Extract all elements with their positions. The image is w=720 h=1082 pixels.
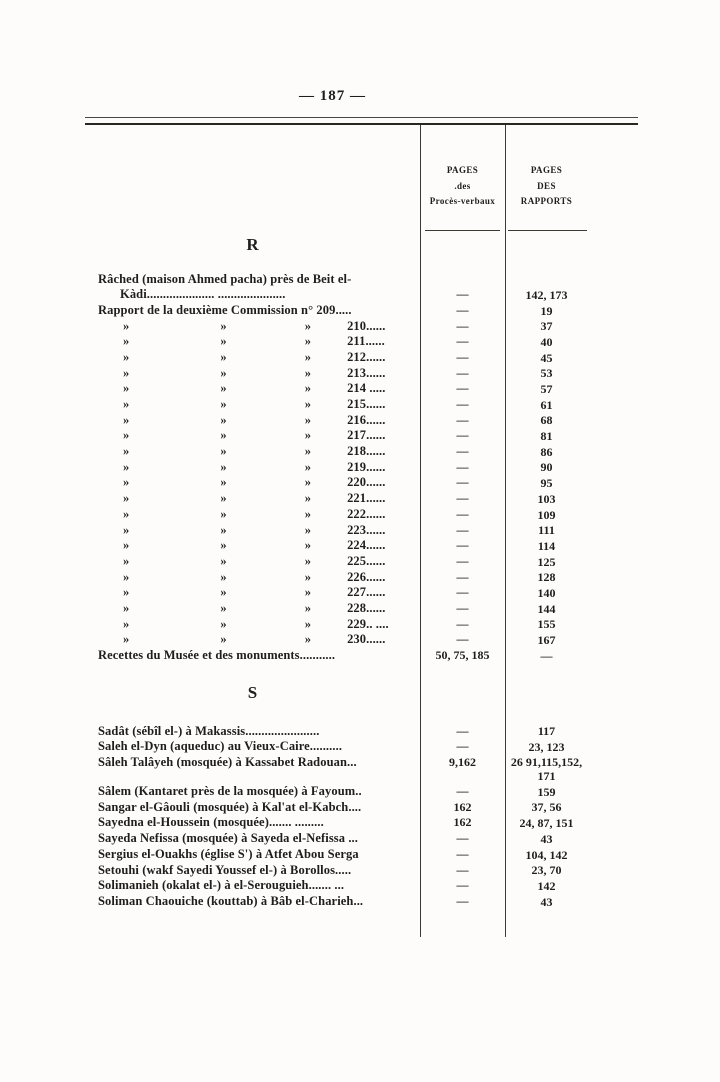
commission-number: 210...... [347, 318, 386, 333]
pages-rapports-value: 167 [537, 633, 556, 648]
entry-label [85, 444, 420, 459]
index-row [85, 506, 638, 522]
ditto-mark: » [123, 616, 130, 631]
pages-proces-verbaux-value: — [456, 365, 469, 380]
commission-number: 213...... [347, 365, 386, 380]
index-row [85, 831, 638, 847]
ditto-mark: » [123, 318, 130, 333]
pages-rapports-value: — [540, 648, 553, 663]
entry-text: Saleh el-Dyn (aqueduc) au Vieux-Caire.......... [98, 739, 343, 754]
pages-rapports-value: 40 [540, 334, 553, 349]
pages-rapports-value: 104, 142 [525, 847, 568, 862]
ditto-mark: » [304, 349, 312, 364]
ditto-mark: » [304, 553, 312, 568]
pages-proces-verbaux-value: — [456, 846, 469, 861]
entry-label [85, 475, 420, 490]
pages-proces-verbaux-value: 162 [453, 799, 472, 814]
pages-rapports-value: 68 [540, 413, 553, 428]
ditto-mark: » [123, 397, 130, 412]
index-row [85, 739, 638, 755]
index-row [85, 444, 638, 460]
commission-number: 214 ..... [347, 381, 386, 396]
entry-text: Sadât (sébîl el-) à Makassis....................... [98, 723, 320, 738]
entry-text: Recettes du Musée et des monuments........... [98, 648, 336, 663]
entry-label [85, 319, 420, 334]
entry-label [85, 755, 420, 770]
ditto-mark: » [220, 318, 227, 333]
index-row [85, 723, 638, 739]
ditto-mark: » [123, 334, 130, 349]
index-row [85, 585, 638, 601]
entry-label [85, 491, 420, 506]
pages-proces-verbaux-value: 50, 75, 185 [435, 648, 490, 663]
ditto-mark: » [304, 632, 312, 647]
ditto-mark: » [304, 569, 312, 584]
ditto-mark: » [123, 349, 130, 364]
ditto-mark: » [123, 600, 130, 615]
column-divider-left [420, 125, 421, 937]
index-row [85, 616, 638, 632]
index-row [85, 755, 638, 784]
pages-proces-verbaux-value: — [456, 491, 469, 506]
pages-rapports-value: 111 [538, 523, 555, 538]
pages-rapports-value: 24, 87, 151 [519, 816, 574, 831]
ditto-mark: » [304, 522, 312, 537]
pages-proces-verbaux-value: — [456, 318, 469, 333]
ditto-mark: » [304, 397, 312, 412]
ditto-mark: » [304, 428, 312, 443]
header-pages-proces-verbaux [420, 125, 505, 231]
commission-number: 217...... [347, 428, 386, 443]
entry-text: Kàdi..................... ..................... [120, 287, 286, 302]
entry-label [85, 413, 420, 428]
ditto-mark: » [304, 318, 312, 333]
pages-rapports-value: 81 [540, 429, 553, 444]
index-row [85, 799, 638, 815]
entry-label [85, 601, 420, 616]
pages-rapports-value: 19 [540, 303, 553, 318]
ditto-mark: » [123, 381, 130, 396]
pages-rapports-value: 86 [540, 444, 553, 459]
ditto-mark: » [220, 506, 227, 521]
entry-label [85, 648, 420, 663]
ditto-mark: » [123, 365, 130, 380]
pages-rapports-value: 26 91,115,152, 171 [510, 754, 583, 784]
pages-rapports-value: 43 [540, 831, 553, 846]
ditto-mark: » [304, 600, 312, 615]
index-row [85, 381, 638, 397]
page-number: — 187 — [299, 88, 366, 104]
index-row [85, 397, 638, 413]
pages-proces-verbaux-value: 9,162 [449, 754, 476, 769]
commission-number: 212...... [347, 349, 386, 364]
pages-proces-verbaux-value: — [456, 412, 469, 427]
index-row [85, 893, 638, 909]
entry-label [85, 334, 420, 349]
ditto-mark: » [123, 538, 130, 553]
pages-rapports-value: 103 [537, 491, 556, 506]
ditto-mark: » [304, 475, 312, 490]
entry-label [85, 303, 420, 318]
ditto-mark: » [220, 475, 227, 490]
pages-rapports-value: 95 [540, 476, 553, 491]
entry-label [85, 585, 420, 600]
entry-label [85, 570, 420, 585]
ditto-mark: » [304, 334, 312, 349]
index-row [85, 632, 638, 648]
pages-rapports-value: 142, 173 [525, 287, 568, 302]
pages-proces-verbaux-value: — [456, 600, 469, 615]
ditto-mark: » [123, 522, 130, 537]
ditto-mark: » [123, 585, 130, 600]
entry-text: Sâleh Talâyeh (mosquée) à Kassabet Radouan... [98, 754, 357, 769]
pages-rapports-value: 45 [540, 350, 553, 365]
pages-proces-verbaux-value: — [456, 334, 469, 349]
index-row [85, 349, 638, 365]
pages-proces-verbaux-value: — [456, 349, 469, 364]
ditto-mark: » [220, 569, 227, 584]
pages-rapports-value: 23, 123 [528, 740, 565, 755]
commission-number: 219...... [347, 459, 386, 474]
ditto-mark: » [220, 600, 227, 615]
pages-proces-verbaux-value: — [456, 553, 469, 568]
pages-proces-verbaux-value: — [456, 569, 469, 584]
ditto-mark: » [123, 459, 130, 474]
entry-label [85, 366, 420, 381]
pages-proces-verbaux-value: — [456, 862, 469, 877]
pages-proces-verbaux-value: — [456, 739, 469, 754]
ditto-mark: » [304, 585, 312, 600]
entry-label [85, 507, 420, 522]
index-row [85, 784, 638, 800]
pages-proces-verbaux-value: — [456, 475, 469, 490]
section-heading-s: S [247, 683, 258, 703]
entry-text: Sayeda Nefissa (mosquée) à Sayeda el-Nefissa ... [98, 831, 358, 846]
ditto-mark: » [123, 428, 130, 443]
index-row [85, 272, 638, 302]
index-row [85, 365, 638, 381]
commission-number: 211...... [347, 334, 385, 349]
ditto-mark: » [220, 459, 227, 474]
pages-rapports-value: 159 [537, 784, 556, 799]
ditto-mark: » [123, 412, 130, 427]
entry-text: Sayedna el-Houssein (mosquée)....... ......... [98, 815, 324, 830]
pages-rapports-value: 142 [537, 878, 556, 893]
pages-proces-verbaux-value: — [456, 632, 469, 647]
table-body [85, 235, 638, 909]
column-divider-right [505, 125, 506, 937]
entry-text: Sâlem (Kantaret près de la mosquée) à Fayoum.. [98, 784, 362, 799]
entry-label [85, 523, 420, 538]
commission-number: 215...... [347, 397, 386, 412]
ditto-mark: » [220, 491, 227, 506]
ditto-mark: » [304, 444, 312, 459]
entry-label [85, 397, 420, 412]
ditto-mark: » [220, 444, 227, 459]
index-row [85, 862, 638, 878]
pages-proces-verbaux-value: — [456, 522, 469, 537]
index-table [85, 117, 638, 909]
entry-text: Rapport de la deuxième Commission n° 209..... [98, 302, 352, 317]
ditto-mark: » [304, 506, 312, 521]
entry-label [85, 724, 420, 739]
index-row [85, 878, 638, 894]
pages-rapports-value: 90 [540, 460, 553, 475]
pages-proces-verbaux-value: — [456, 893, 469, 908]
ditto-mark: » [220, 412, 227, 427]
commission-number: 220...... [347, 475, 386, 490]
entry-label [85, 272, 420, 302]
pages-proces-verbaux-value: — [456, 878, 469, 893]
ditto-mark: » [220, 334, 227, 349]
pages-proces-verbaux-value: — [456, 428, 469, 443]
index-row [85, 412, 638, 428]
ditto-mark: » [220, 397, 227, 412]
entry-label [85, 428, 420, 443]
section-heading-r: R [246, 235, 259, 254]
index-row [85, 538, 638, 554]
header-spacer [85, 125, 420, 231]
ditto-mark: » [220, 632, 227, 647]
pages-proces-verbaux-value: — [456, 616, 469, 631]
entry-text: Solimanieh (okalat el-) à el-Serouguieh....... ... [98, 878, 345, 893]
pages-rapports-value: 23, 70 [531, 863, 562, 878]
pages-rapports-value: 128 [537, 570, 556, 585]
index-row [85, 475, 638, 491]
index-row [85, 846, 638, 862]
commission-number: 224...... [347, 538, 386, 553]
pages-proces-verbaux-value: — [456, 831, 469, 846]
header-pages-rapports [505, 125, 638, 231]
entry-label [85, 739, 420, 754]
index-row [85, 522, 638, 538]
pages-proces-verbaux-value: — [456, 585, 469, 600]
pages-rapports-value: 125 [537, 554, 556, 569]
pages-rapports-value: 57 [540, 382, 553, 397]
ditto-mark: » [220, 428, 227, 443]
ditto-mark: » [304, 412, 312, 427]
pages-rapports-value: 37, 56 [531, 800, 562, 815]
pages-proces-verbaux-value: — [456, 302, 469, 317]
index-row [85, 648, 638, 664]
commission-number: 216...... [347, 412, 386, 427]
entry-label [85, 784, 420, 799]
pages-rapports-value: 53 [540, 366, 553, 381]
index-row [85, 491, 638, 507]
commission-number: 229.. .... [347, 616, 389, 631]
entry-label [85, 831, 420, 846]
header-line: PAGES [530, 165, 563, 175]
ditto-mark: » [304, 365, 312, 380]
ditto-mark: » [123, 475, 130, 490]
ditto-mark: » [123, 444, 130, 459]
pages-proces-verbaux-value: — [456, 506, 469, 521]
entry-text: Soliman Chaouiche (kouttab) à Bâb el-Charieh... [98, 893, 364, 908]
header-line: PAGES [446, 165, 479, 175]
ditto-mark: » [304, 491, 312, 506]
ditto-mark: » [220, 616, 227, 631]
header-line: DES [537, 180, 556, 191]
pages-rapports-value: 109 [537, 507, 556, 522]
pages-proces-verbaux-value: 162 [453, 815, 472, 830]
pages-proces-verbaux-value: — [456, 287, 469, 302]
pages-rapports-value: 117 [537, 724, 556, 739]
commission-number: 221...... [347, 491, 386, 506]
header-line: RAPPORTS [520, 196, 573, 206]
entry-label [85, 894, 420, 909]
index-row [85, 815, 638, 831]
table-header [85, 125, 638, 231]
ditto-mark: » [220, 522, 227, 537]
commission-number: 222...... [347, 506, 386, 521]
pages-proces-verbaux-value: — [456, 381, 469, 396]
commission-number: 225...... [347, 553, 386, 568]
ditto-mark: » [304, 616, 312, 631]
pages-rapports-value: 43 [540, 894, 553, 909]
entry-label [85, 350, 420, 365]
ditto-mark: » [123, 569, 130, 584]
entry-label [85, 554, 420, 569]
entry-label [85, 815, 420, 830]
index-row [85, 459, 638, 475]
ditto-mark: » [220, 585, 227, 600]
entry-label [85, 538, 420, 553]
header-line: Procès-verbaux [429, 196, 496, 206]
commission-number: 223...... [347, 522, 386, 537]
entry-label [85, 617, 420, 632]
entry-text: Setouhi (wakf Sayedi Youssef el-) à Borollos..... [98, 862, 352, 877]
pages-rapports-value: 114 [537, 538, 556, 553]
pages-rapports-value: 61 [540, 397, 553, 412]
pages-proces-verbaux-value: — [456, 397, 469, 412]
ditto-mark: » [220, 365, 227, 380]
ditto-mark: » [220, 381, 227, 396]
index-row [85, 553, 638, 569]
ditto-mark: » [304, 381, 312, 396]
entry-label [85, 863, 420, 878]
pages-proces-verbaux-value: — [456, 444, 469, 459]
entry-label [85, 460, 420, 475]
entry-text: Sangar el-Gâouli (mosquée) à Kal'at el-Kabch.... [98, 799, 362, 814]
commission-number: 230...... [347, 632, 386, 647]
pages-proces-verbaux-value: — [456, 723, 469, 738]
index-row [85, 600, 638, 616]
commission-number: 227...... [347, 585, 386, 600]
ditto-mark: » [123, 632, 130, 647]
ditto-mark: » [220, 553, 227, 568]
index-row [85, 428, 638, 444]
pages-rapports-value: 155 [537, 617, 556, 632]
ditto-mark: » [304, 538, 312, 553]
pages-proces-verbaux-value: — [456, 459, 469, 474]
entry-label [85, 878, 420, 893]
entry-label [85, 632, 420, 647]
index-row [85, 569, 638, 585]
ditto-mark: » [220, 349, 227, 364]
entry-label [85, 800, 420, 815]
entry-label [85, 381, 420, 396]
index-row [85, 302, 638, 318]
pages-proces-verbaux-value: — [456, 784, 469, 799]
index-row [85, 318, 638, 334]
pages-rapports-value: 144 [537, 601, 556, 616]
entry-text: Sergius el-Ouakhs (église S') à Atfet Abou Serga [98, 846, 359, 861]
pages-rapports-value: 140 [537, 585, 556, 600]
ditto-mark: » [123, 506, 130, 521]
ditto-mark: » [123, 553, 130, 568]
top-rule-thin [85, 117, 638, 118]
entry-text: Râched (maison Ahmed pacha) près de Beit el- [98, 272, 352, 286]
ditto-mark: » [220, 538, 227, 553]
commission-number: 228...... [347, 600, 386, 615]
pages-rapports-value: 37 [540, 319, 553, 334]
header-line: .des [454, 180, 471, 191]
index-row [85, 334, 638, 350]
commission-number: 226...... [347, 569, 386, 584]
commission-number: 218...... [347, 444, 386, 459]
pages-proces-verbaux-value: — [456, 538, 469, 553]
ditto-mark: » [123, 491, 130, 506]
ditto-mark: » [304, 459, 312, 474]
entry-label [85, 847, 420, 862]
